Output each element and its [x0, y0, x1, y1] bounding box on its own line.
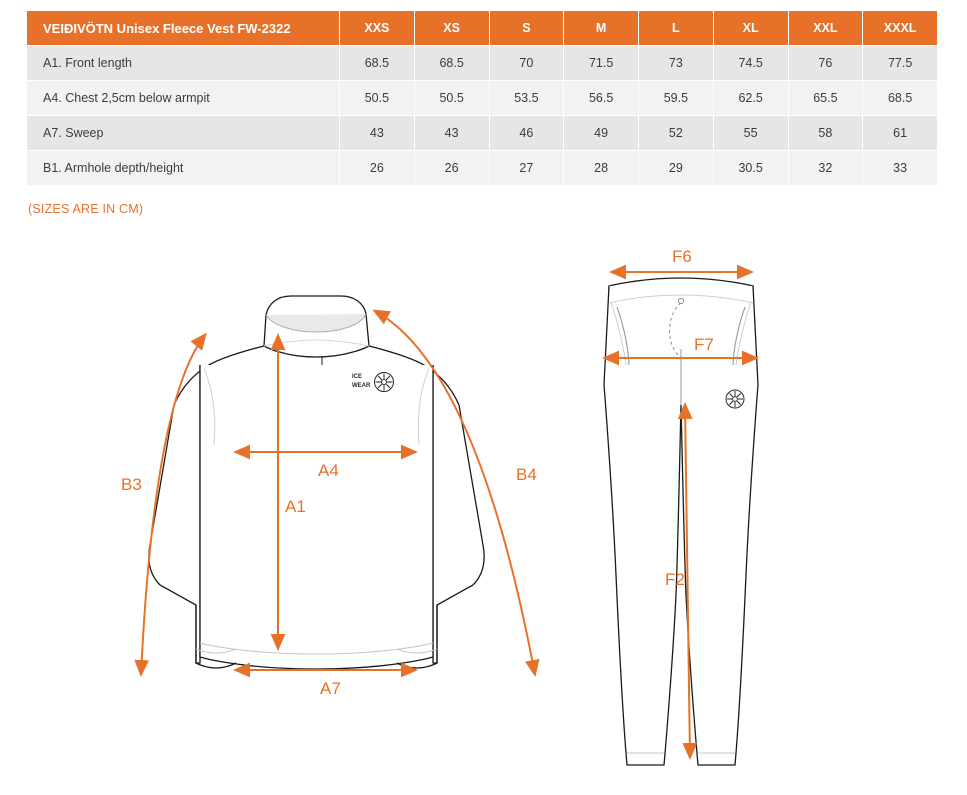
dimension-label-a4: A4 — [318, 461, 339, 480]
pants-brand-icon — [726, 390, 744, 408]
brand-line2: WEAR — [352, 383, 371, 389]
dimension-label-f2: F2 — [665, 570, 685, 589]
measurement-value: 50.5 — [340, 81, 415, 116]
column-header-xl: XL — [713, 11, 788, 46]
measurement-label: A7. Sweep — [27, 116, 340, 151]
table-header-row — [27, 11, 938, 46]
column-header-l: L — [639, 11, 714, 46]
size-chart-table — [26, 10, 938, 186]
measurement-value: 77.5 — [863, 46, 938, 81]
dimension-label-a1: A1 — [285, 497, 306, 516]
measurement-value: 61 — [863, 116, 938, 151]
column-header-m: M — [564, 11, 639, 46]
measurement-value: 52 — [639, 116, 714, 151]
measurement-value: 62.5 — [713, 81, 788, 116]
measurement-value: 28 — [564, 151, 639, 186]
table-row — [27, 116, 938, 151]
dimension-label-b3: B3 — [121, 475, 142, 494]
measurement-value: 26 — [340, 151, 415, 186]
measurement-value: 43 — [414, 116, 489, 151]
table-row — [27, 151, 938, 186]
table-row — [27, 46, 938, 81]
garment-diagrams — [0, 245, 967, 795]
measurement-value: 32 — [788, 151, 863, 186]
measurement-label: A1. Front length — [27, 46, 340, 81]
measurement-value: 70 — [489, 46, 564, 81]
measurement-value: 68.5 — [863, 81, 938, 116]
measurement-value: 43 — [340, 116, 415, 151]
size-guide-page — [0, 10, 967, 795]
dimension-label-f7: F7 — [694, 335, 714, 354]
measurement-value: 68.5 — [340, 46, 415, 81]
fleece-top-illustration — [149, 296, 484, 669]
measurement-value: 49 — [564, 116, 639, 151]
dimension-label-b4: B4 — [516, 465, 537, 484]
measurement-value: 74.5 — [713, 46, 788, 81]
measurement-value: 33 — [863, 151, 938, 186]
size-chart-header — [27, 11, 938, 46]
measurement-label: B1. Armhole depth/height — [27, 151, 340, 186]
measurement-label: A4. Chest 2,5cm below armpit — [27, 81, 340, 116]
measurement-value: 68.5 — [414, 46, 489, 81]
column-header-xxxl: XXXL — [863, 11, 938, 46]
table-row — [27, 81, 938, 116]
measurement-value: 56.5 — [564, 81, 639, 116]
column-header-s: S — [489, 11, 564, 46]
measurement-value: 29 — [639, 151, 714, 186]
measurement-value: 46 — [489, 116, 564, 151]
size-chart-body — [27, 46, 938, 186]
dimension-label-a7: A7 — [320, 679, 341, 698]
measurement-value: 71.5 — [564, 46, 639, 81]
measurement-value: 59.5 — [639, 81, 714, 116]
measurement-value: 30.5 — [713, 151, 788, 186]
dimension-label-f6: F6 — [672, 247, 692, 266]
measurement-value: 65.5 — [788, 81, 863, 116]
measurement-value: 27 — [489, 151, 564, 186]
measurement-value: 76 — [788, 46, 863, 81]
brand-line1: ICE — [352, 374, 363, 380]
measurement-value: 50.5 — [414, 81, 489, 116]
pants-illustration — [604, 278, 758, 765]
units-note: (SIZES ARE IN CM) — [28, 202, 144, 216]
measurement-value: 26 — [414, 151, 489, 186]
measurement-value: 58 — [788, 116, 863, 151]
column-header-xxl: XXL — [788, 11, 863, 46]
measurement-value: 53.5 — [489, 81, 564, 116]
product-title-cell: VEIÐIVÖTN Unisex Fleece Vest FW-2322 — [27, 11, 340, 46]
column-header-xs: XS — [414, 11, 489, 46]
measurement-value: 55 — [713, 116, 788, 151]
measurement-value: 73 — [639, 46, 714, 81]
column-header-xxs: XXS — [340, 11, 415, 46]
